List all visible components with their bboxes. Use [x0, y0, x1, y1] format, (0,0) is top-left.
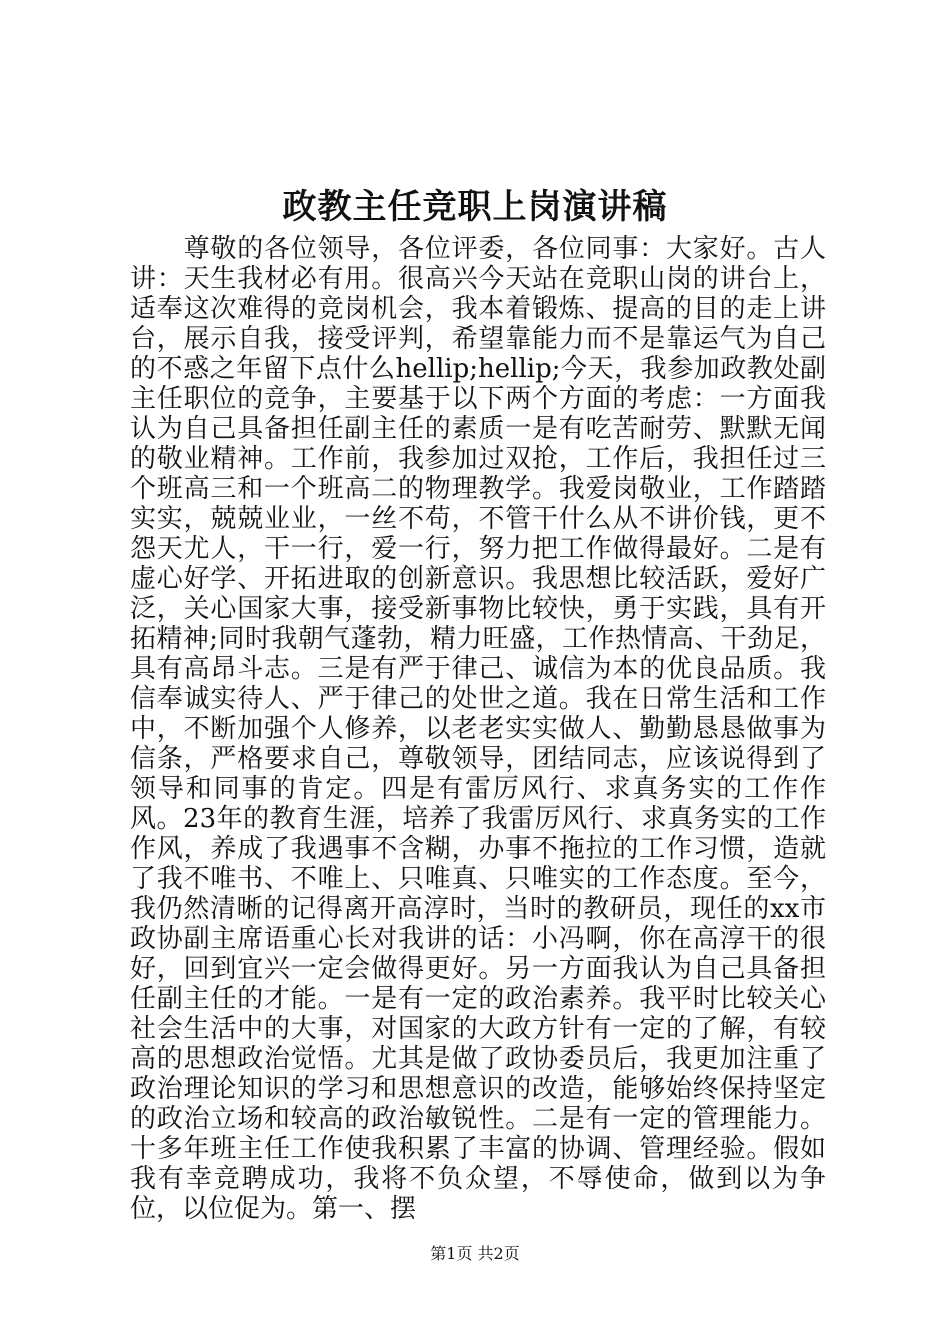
document-body: 尊敬的各位领导，各位评委，各位同事：大家好。古人讲：天生我材必有用。很高兴今天站在竞职山岗的讲台上，适奉这次难得的竞岗机会，我本着锻炼、提高的目的走上讲台，展示自我，接受评判，希望靠能力而不是靠运气为自己的不惑之年留下点什么hellip;hellip;今天，我参加政教处副主任职位的竞争，主要基于以下两个方面的考虑：一方面我认为自己具备担任副主任的素质一是有吃苦耐劳、默默无闻的敬业精神。工作前，我参加过双抢，工作后，我担任过三个班高三和一个班高二的物理教学。我爱岗敬业，工作踏踏实实，兢兢业业，一丝不苟，不管干什么从不讲价钱，更不怨天尤人，干一行，爱一行，努力把工作做得最好。二是有虚心好学、开拓进取的创新意识。我思想比较活跃，爱好广泛，关心国家大事，接受新事物比较快，勇于实践，具有开拓精神;同时我朝气蓬勃，精力旺盛，工作热情高、干劲足，具有高昂斗志。三是有严于律己、诚信为本的优良品质。我信奉诚实待人、严于律己的处世之道。我在日常生活和工作中，不断加强个人修养，以老老实实做人、勤勤恳恳做事为信条，严格要求自己，尊敬领导，团结同志，应该说得到了领导和同事的肯定。四是有雷厉风行、求真务实的工作作风。23年的教育生涯，培养了我雷厉风行、求真务实的工作作风，养成了我遇事不含糊，办事不拖拉的工作习惯，造就了我不唯书、不唯上、只唯真、只唯实的工作态度。至今，我仍然清晰的记得离开高淳时，当时的教研员，现任的xx市政协副主席语重心长对我讲的话：小冯啊，你在高淳干的很好，回到宜兴一定会做得更好。另一方面我认为自己具备担任副主任的才能。一是有一定的政治素养。我平时比较关心社会生活中的大事，对国家的大政方针有一定的了解，有较高的思想政治觉悟。尤其是做了政协委员后，我更加注重了政治理论知识的学习和思想意识的改造，能够始终保持坚定的政治立场和较高的政治敏锐性。二是有一定的管理能力。十多年班主任工作使我积累了丰富的协调、管理经验。假如我有幸竞聘成功，我将不负众望，不辱使命，做到以为争位，以位促为。第一、摆: [130, 234, 826, 1224]
page-number-footer: 第1页 共2页: [430, 1244, 520, 1263]
document-title: 政教主任竞职上岗演讲稿: [282, 187, 668, 227]
